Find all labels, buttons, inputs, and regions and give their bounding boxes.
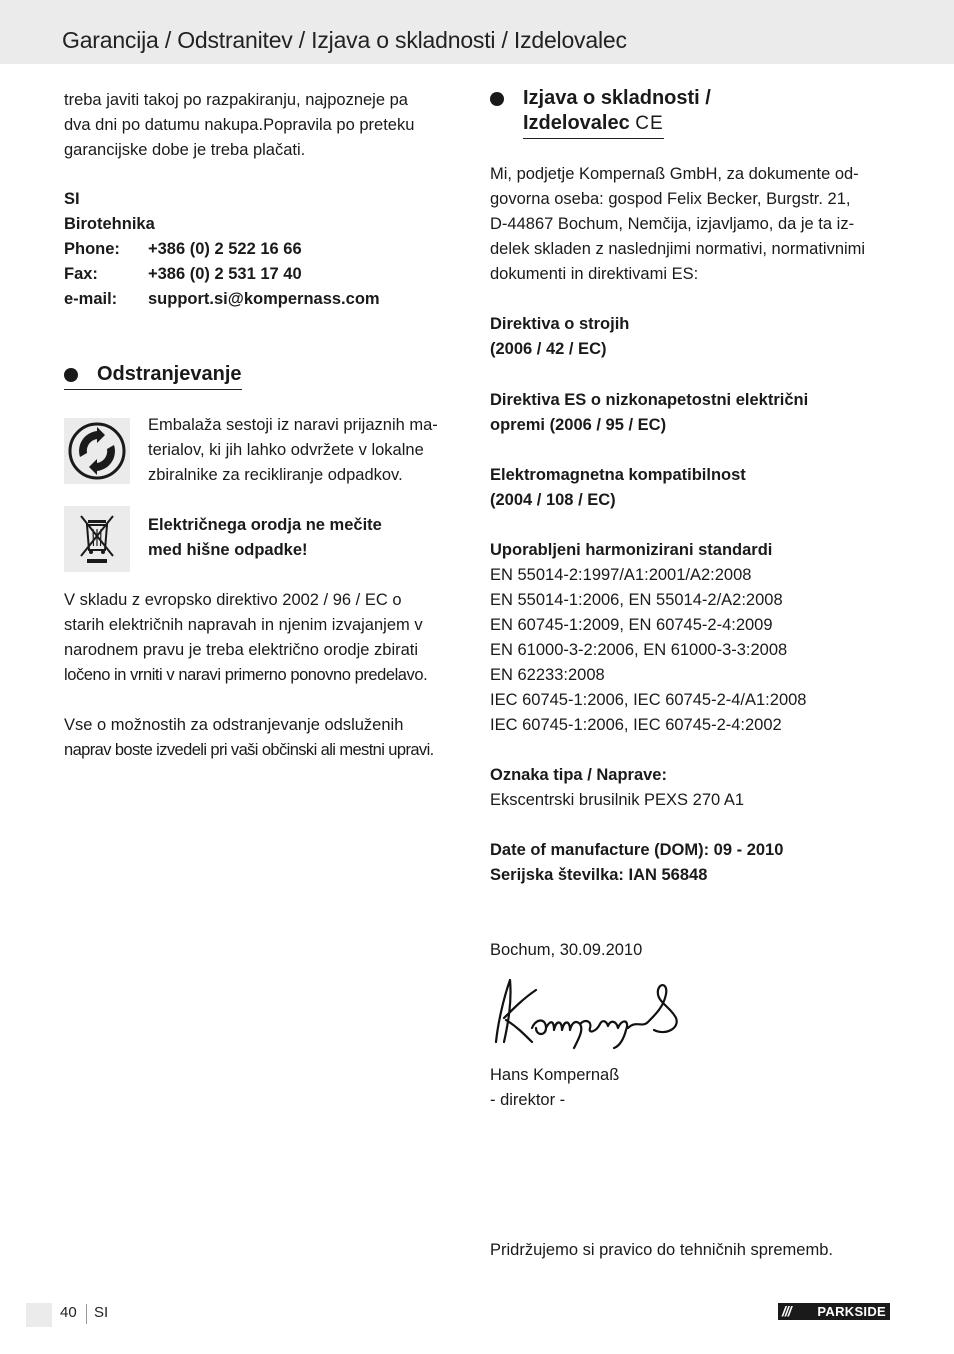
text-line: Vse o možnostih za odstranjevanje odsluženih bbox=[64, 716, 404, 734]
type-label: Oznaka tipa / Naprave: bbox=[490, 766, 667, 784]
text-line: dokumenti in direktivami ES: bbox=[490, 265, 699, 283]
text-line: (2004 / 108 / EC) bbox=[490, 491, 616, 509]
brand-name: PARKSIDE bbox=[817, 1304, 886, 1319]
disposal-info-paragraph bbox=[64, 713, 464, 763]
text-line: naprav boste izvedeli pri vaši občinski ali mestni upravi. bbox=[64, 741, 434, 759]
text-line: Mi, podjetje Kompernaß GmbH, za dokumente od- bbox=[490, 165, 859, 183]
text-line: narodnem pravu je treba električno orodje zbirati bbox=[64, 641, 419, 659]
footer-marker bbox=[26, 1303, 52, 1327]
page-number: 40 bbox=[60, 1304, 77, 1321]
standard-item: EN 55014-1:2006, EN 55014-2/A2:2008 bbox=[490, 591, 783, 609]
text-line: (2006 / 42 / EC) bbox=[490, 340, 607, 358]
signer-name: Hans Kompernaß bbox=[490, 1066, 620, 1084]
packaging-note bbox=[148, 413, 468, 488]
email-label: e-mail: bbox=[64, 290, 118, 308]
text-line: Elektromagnetna kompatibilnost bbox=[490, 466, 746, 484]
text-line: Direktiva o strojih bbox=[490, 315, 630, 333]
declaration-heading bbox=[523, 86, 711, 139]
type-block bbox=[490, 763, 890, 813]
reservation-note: Pridržujemo si pravico do tehničnih sprememb. bbox=[490, 1241, 833, 1259]
fax-label: Fax: bbox=[64, 265, 98, 283]
standard-item: EN 55014-2:1997/A1:2001/A2:2008 bbox=[490, 566, 752, 584]
heading-line bbox=[523, 111, 664, 139]
text-line: Embalaža sestoji iz naravi prijaznih ma- bbox=[148, 416, 438, 434]
text-line: treba javiti takoj po razpakiranju, najpozneje pa bbox=[64, 91, 408, 109]
text-line: med hišne odpadke! bbox=[148, 541, 308, 559]
intro-paragraph bbox=[64, 88, 464, 163]
contact-email-row bbox=[64, 287, 380, 312]
machinery-directive bbox=[490, 312, 890, 362]
text-line: dva dni po datumu nakupa.Popravila po preteku bbox=[64, 116, 415, 134]
service-contact bbox=[64, 187, 380, 312]
contact-phone-row bbox=[64, 237, 380, 262]
text-line: delek skladen z naslednjimi normativi, normativnimi bbox=[490, 240, 866, 258]
text-line: Električnega orodja ne mečite bbox=[148, 516, 382, 534]
text-line: ločeno in vrniti v naravi primerno ponovno predelavo. bbox=[64, 666, 428, 684]
signer-title: - direktor - bbox=[490, 1091, 566, 1109]
standard-item: IEC 60745-1:2006, IEC 60745-2-4:2002 bbox=[490, 716, 782, 734]
heading-line: Izjava o skladnosti / bbox=[523, 87, 711, 109]
text-line: garancijske dobe je treba plačati. bbox=[64, 141, 306, 159]
crossed-bin-icon bbox=[64, 506, 130, 572]
contact-company: Birotehnika bbox=[64, 215, 155, 233]
phone-value: +386 (0) 2 522 16 66 bbox=[148, 240, 302, 258]
standard-item: EN 60745-1:2009, EN 60745-2-4:2009 bbox=[490, 616, 773, 634]
standard-item: IEC 60745-1:2006, IEC 60745-2-4/A1:2008 bbox=[490, 691, 807, 709]
footer-language: SI bbox=[94, 1304, 109, 1321]
email-value: support.si@kompernass.com bbox=[148, 290, 380, 308]
text-line: D-44867 Bochum, Nemčija, izjavljamo, da je ta iz- bbox=[490, 215, 855, 233]
recycling-icon bbox=[64, 418, 130, 484]
phone-label: Phone: bbox=[64, 240, 120, 258]
signature bbox=[490, 972, 690, 1050]
text-line: zbiralnike za recikliranje odpadkov. bbox=[148, 466, 403, 484]
manufacture-block bbox=[490, 838, 890, 888]
disposal-heading: Odstranjevanje bbox=[64, 362, 242, 390]
signer-block bbox=[490, 1063, 890, 1113]
footer-divider bbox=[86, 1304, 87, 1324]
header-bar bbox=[0, 0, 954, 64]
text-line: govorna oseba: gospod Felix Becker, Burgstr. 21, bbox=[490, 190, 851, 208]
heading-text: Izdelovalec bbox=[523, 112, 630, 134]
text-line: opremi (2006 / 95 / EC) bbox=[490, 416, 667, 434]
standard-item: EN 61000-3-2:2006, EN 61000-3-3:2008 bbox=[490, 641, 788, 659]
contact-country: SI bbox=[64, 190, 80, 208]
page-title: Garancija / Odstranitev / Izjava o skladnosti / Izdelovalec bbox=[62, 27, 627, 53]
serial-number: Serijska številka: IAN 56848 bbox=[490, 866, 708, 884]
fax-value: +386 (0) 2 531 17 40 bbox=[148, 265, 302, 283]
low-voltage-directive bbox=[490, 388, 890, 438]
ce-mark-icon: CE bbox=[635, 113, 664, 134]
standards-block bbox=[490, 538, 890, 738]
directive-paragraph bbox=[64, 588, 464, 688]
dom-text: Date of manufacture (DOM): 09 - 2010 bbox=[490, 841, 784, 859]
text-line: V skladu z evropsko direktivo 2002 / 96 / EC o bbox=[64, 591, 402, 609]
contact-fax-row bbox=[64, 262, 380, 287]
brand-logo bbox=[778, 1303, 890, 1320]
emc-directive bbox=[490, 463, 890, 513]
type-value: Ekscentrski brusilnik PEXS 270 A1 bbox=[490, 791, 745, 809]
brand-slashes-icon: /// bbox=[782, 1303, 791, 1319]
standard-item: EN 62233:2008 bbox=[490, 666, 605, 684]
household-waste-warning bbox=[148, 513, 468, 563]
place-date: Bochum, 30.09.2010 bbox=[490, 941, 643, 959]
text-line: terialov, ki jih lahko odvržete v lokalne bbox=[148, 441, 424, 459]
declaration-intro bbox=[490, 162, 890, 287]
text-line: starih električnih napravah in njenim izvajanjem v bbox=[64, 616, 423, 634]
standards-heading: Uporabljeni harmonizirani standardi bbox=[490, 541, 773, 559]
text-line: Direktiva ES o nizkonapetostni električni bbox=[490, 391, 809, 409]
section-bullet-icon bbox=[490, 92, 504, 106]
